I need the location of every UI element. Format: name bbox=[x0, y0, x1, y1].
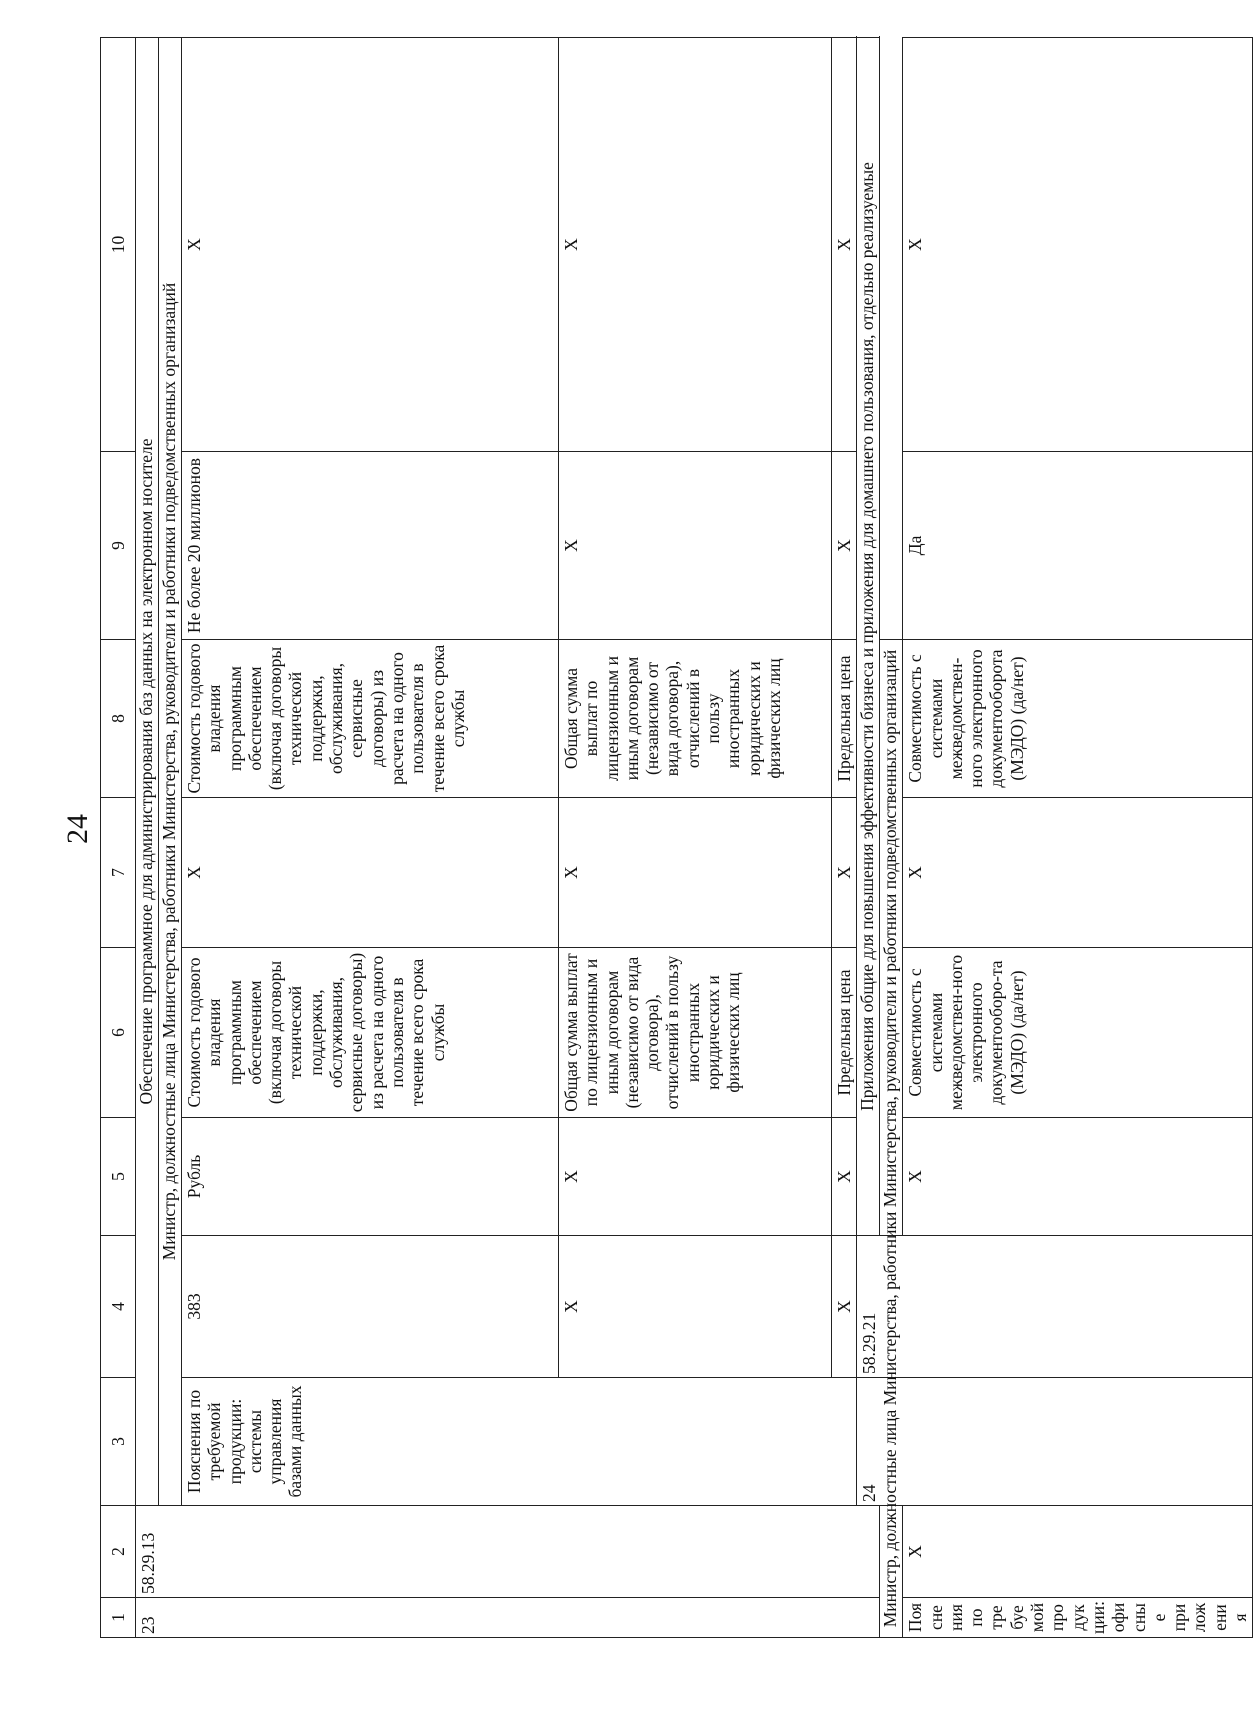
row-24-p1-value-2: Да bbox=[903, 452, 1253, 640]
row-24-p1-value: Х bbox=[903, 798, 1253, 948]
col-num-10: 10 bbox=[101, 38, 136, 452]
col-num-1: 1 bbox=[101, 1598, 136, 1638]
row-24-code: 58.29.21 bbox=[857, 1236, 1253, 1378]
row-24-p1-code: Х bbox=[903, 1506, 1253, 1598]
row-23-p2-justification: Х bbox=[559, 38, 832, 452]
col-num-2: 2 bbox=[101, 1506, 136, 1598]
row-23-p3-code: Х bbox=[832, 1236, 857, 1378]
row-24-p1-property-2: Совместимость с системами межведомствен-ного электронного документооборота (МЭДО) (да/нет) bbox=[903, 640, 1253, 798]
row-23-p1-code: 383 bbox=[182, 1236, 559, 1378]
row-24-positions bbox=[880, 38, 903, 1638]
row-23-p2-value: Х bbox=[559, 798, 832, 948]
row-24-p1-property: Совместимость с системами межведомствен-ного электронного документооборо-та (МЭДО) (да/нет) bbox=[903, 948, 1253, 1118]
row-24-explanation: Пояснения по требуемой продукции: офисные приложения bbox=[903, 1598, 1253, 1638]
rotated-table-container bbox=[100, 38, 1251, 1638]
requirements-table bbox=[100, 37, 1253, 1638]
col-num-7: 7 bbox=[101, 798, 136, 948]
row-23-p3-value-2: Х bbox=[832, 452, 857, 640]
row-24-positions-text: Министр, должностные лица Министерства, работники Министерства, руководители и работники подведомственных организаций bbox=[880, 640, 903, 1638]
row-23-p1-justification: Х bbox=[182, 38, 559, 452]
row-23-p2-property-2: Общая сумма выплат по лицензионным и иным договорам (независимо от вида договора), отчислений в пользу иностранных юридических и физических лиц bbox=[559, 640, 832, 798]
row-23-positions-text: Министр, должностные лица Министерства, работники Министерства, руководители и работники подведомственных организаций bbox=[159, 38, 182, 1506]
row-23-p1-property: Стоимость годового владения программным обеспечением (включая договоры технической поддержки, обслуживания, сервисные договоры) из расчета на одного пользователя в течение всего срока службы bbox=[182, 948, 559, 1118]
row-23-section bbox=[136, 38, 159, 1638]
column-number-row bbox=[101, 38, 136, 1638]
row-24-p1-justification: Х bbox=[903, 38, 1253, 452]
row-23-p3-unit: Х bbox=[832, 1118, 857, 1236]
row-23-p3-property-2: Предельная цена bbox=[832, 640, 857, 798]
row-24-section bbox=[857, 38, 880, 1638]
col-num-6: 6 bbox=[101, 948, 136, 1118]
page-number: 24 bbox=[61, 814, 94, 844]
row-23-code: 58.29.13 bbox=[136, 1506, 880, 1598]
row-23-p1-property-2: Стоимость годового владения программным обеспечением (включая договоры технической поддержки, обслуживания, сервисные договоры) из расчета на одного пользователя в течение всего срока службы bbox=[182, 640, 559, 798]
row-23-p1-value: Х bbox=[182, 798, 559, 948]
row-23-p2-value-2: Х bbox=[559, 452, 832, 640]
row-23-property-1 bbox=[182, 38, 559, 1638]
row-23-p2-unit: Х bbox=[559, 1118, 832, 1236]
row-23-positions bbox=[159, 38, 182, 1638]
row-23-p3-property: Предельная цена bbox=[832, 948, 857, 1118]
col-num-8: 8 bbox=[101, 640, 136, 798]
row-23-explanation: Пояснения по требуемой продукции: системы управления базами данных bbox=[182, 1378, 857, 1506]
row-23-number: 23 bbox=[136, 1598, 880, 1638]
col-num-9: 9 bbox=[101, 452, 136, 640]
row-23-p3-value: Х bbox=[832, 798, 857, 948]
row-23-p3-justification: Х bbox=[832, 38, 857, 452]
row-23-section-title: Обеспечение программное для администрирования баз данных на электронном носителе bbox=[136, 38, 159, 1506]
col-num-4: 4 bbox=[101, 1236, 136, 1378]
row-23-p2-code: Х bbox=[559, 1236, 832, 1378]
row-24-p1-unit: Х bbox=[903, 1118, 1253, 1236]
row-23-p1-unit: Рубль bbox=[182, 1118, 559, 1236]
row-24-section-title: Приложения общие для повышения эффективности бизнеса и приложения для домашнего пользования, отдельно реализуемые bbox=[857, 38, 880, 1236]
row-23-p1-value-2: Не более 20 миллионов bbox=[182, 452, 559, 640]
row-23-p2-property: Общая сумма выплат по лицензионным и иным договорам (независимо от вида договора), отчислений в пользу иностранных юридических и физических лиц bbox=[559, 948, 832, 1118]
row-24-number: 24 bbox=[857, 1378, 1253, 1506]
col-num-3: 3 bbox=[101, 1378, 136, 1506]
col-num-5: 5 bbox=[101, 1118, 136, 1236]
